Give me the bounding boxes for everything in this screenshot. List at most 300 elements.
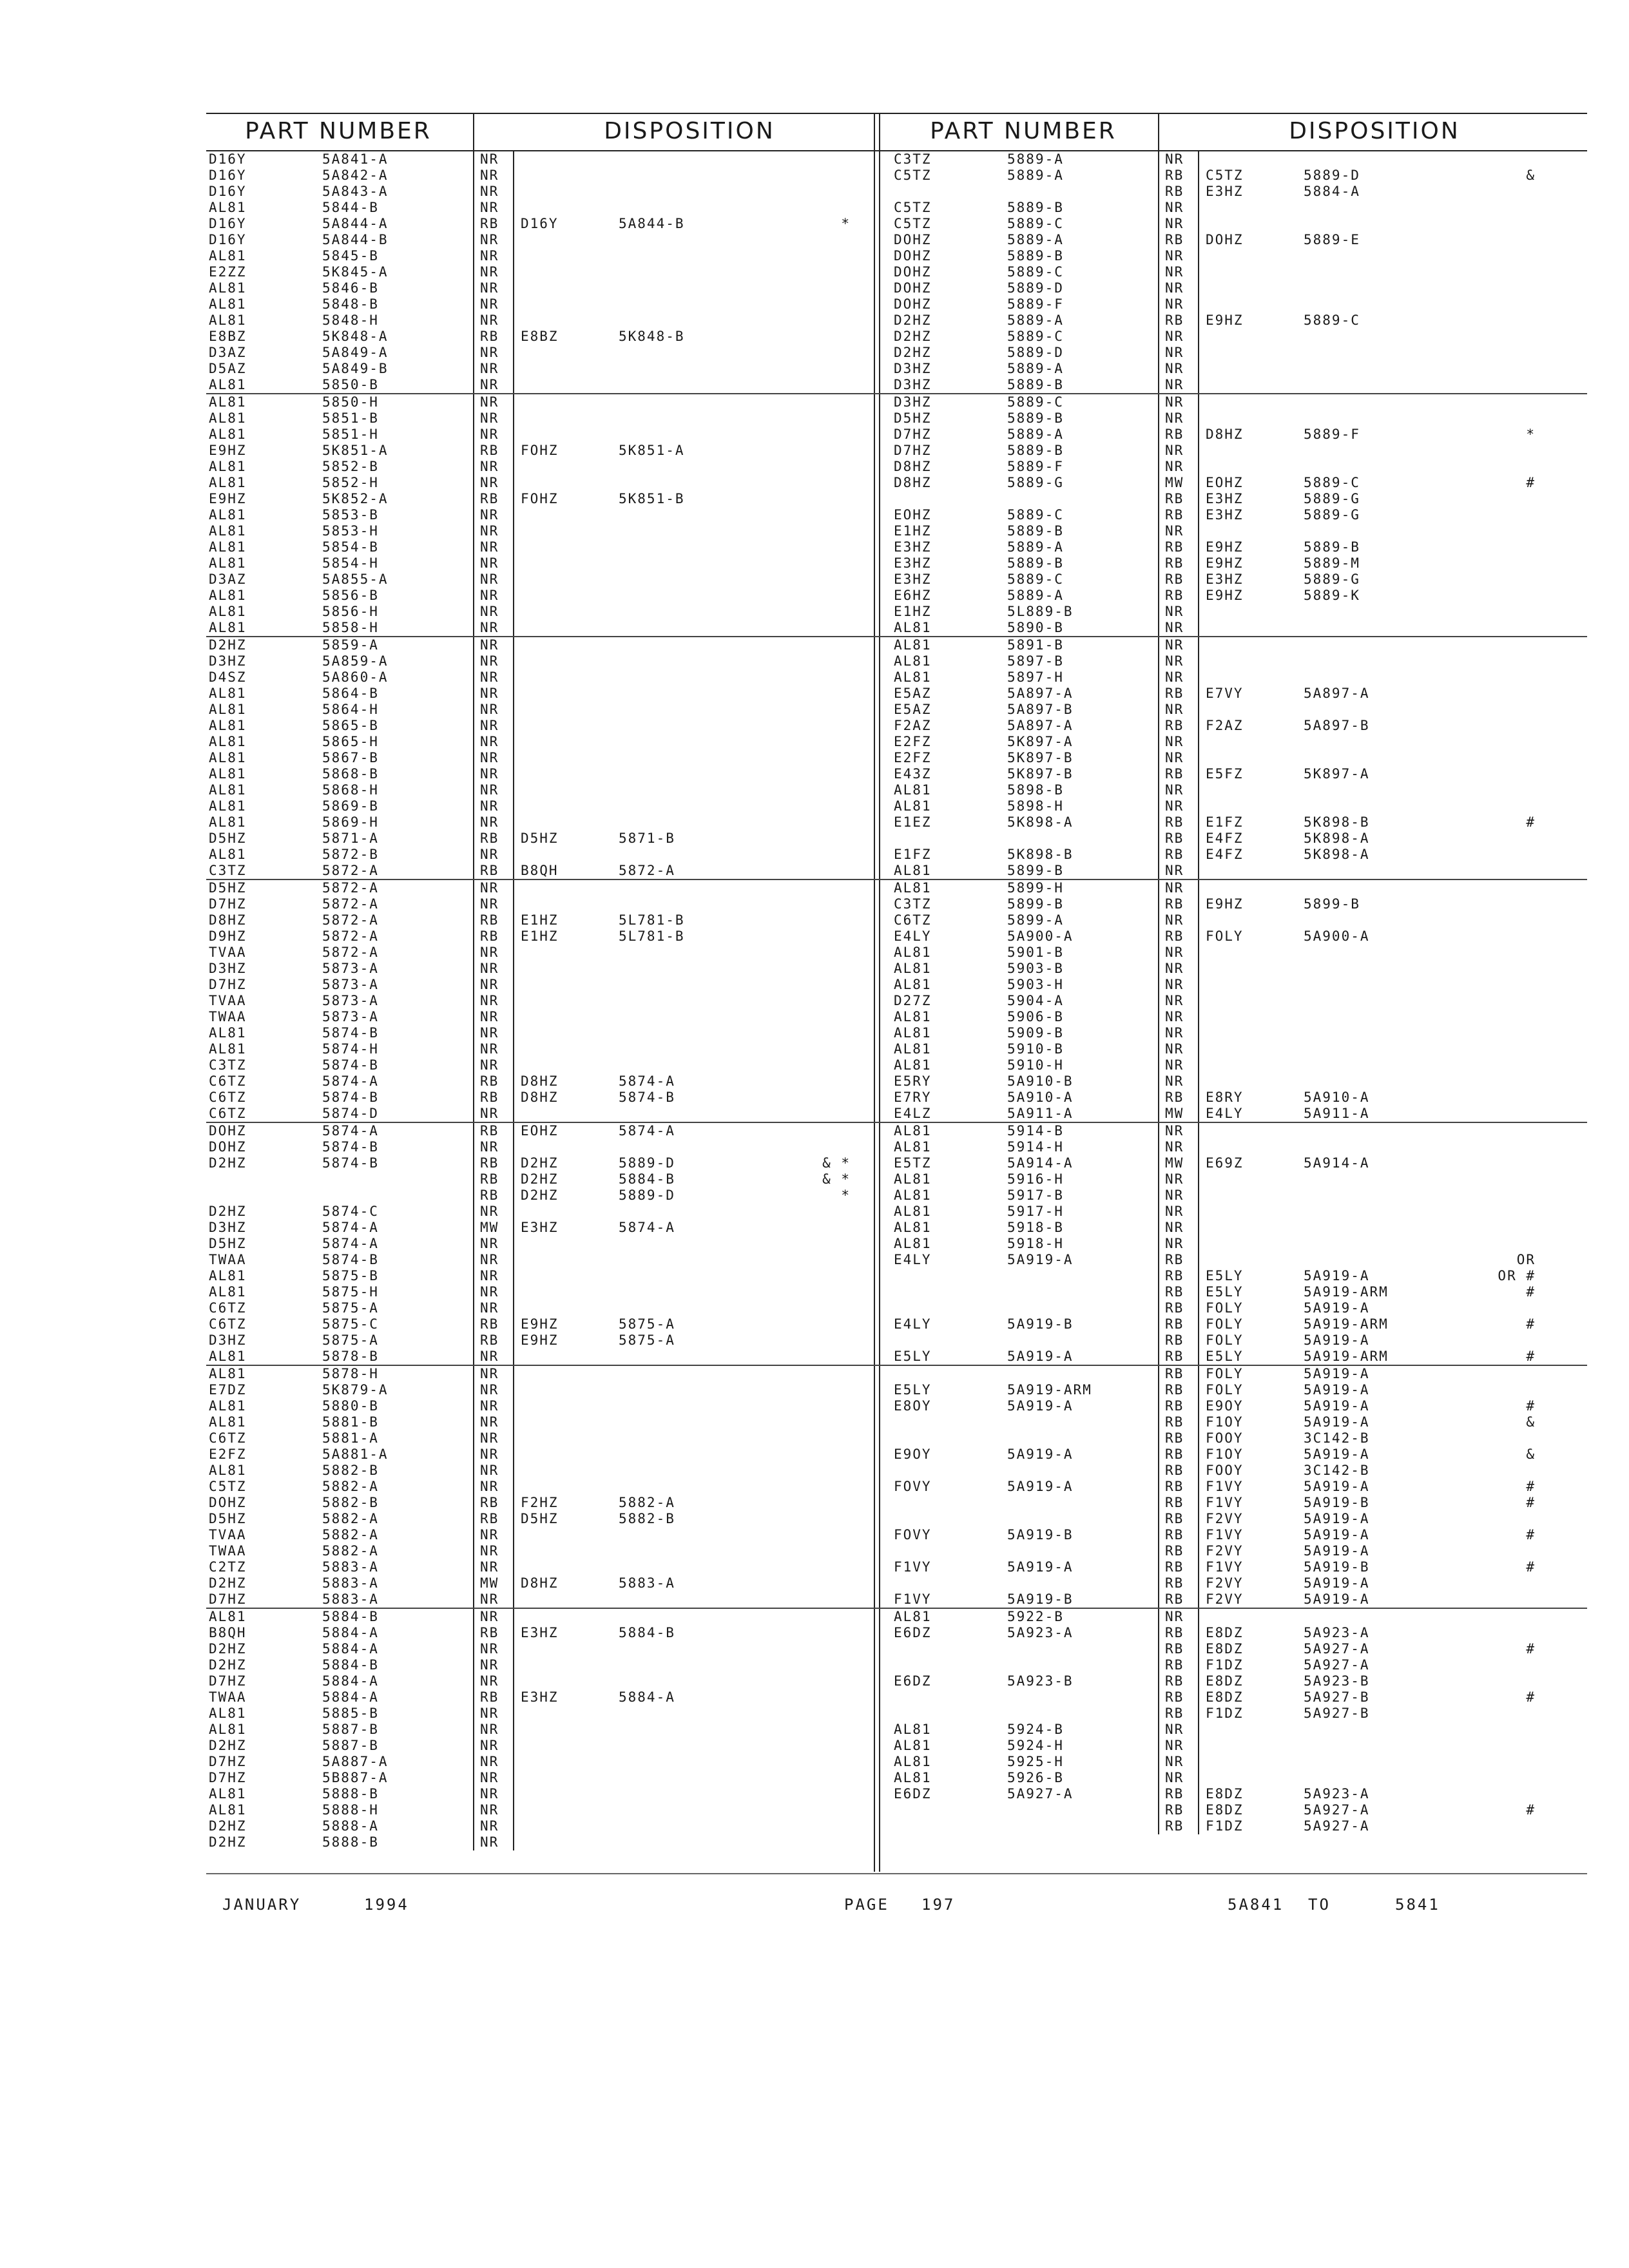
row-code: D2HZ xyxy=(209,1155,247,1171)
row-disposition: NR xyxy=(480,782,499,798)
row-disposition: NR xyxy=(1165,1041,1184,1057)
row-disposition: NR xyxy=(480,264,499,280)
footer-range-to: 5841 xyxy=(1395,1896,1440,1914)
table-row xyxy=(206,264,902,280)
row-flag: # xyxy=(1526,1284,1536,1300)
row-disposition: NR xyxy=(1165,410,1184,426)
row-replacement-code: EOHZ xyxy=(1206,475,1244,490)
row-disposition: NR xyxy=(1165,977,1184,992)
table-row xyxy=(206,1495,902,1511)
row-flag: # xyxy=(1526,1349,1536,1364)
row-disposition: RB xyxy=(1165,539,1184,555)
table-row xyxy=(891,604,1587,620)
row-replacement-code: E9HZ xyxy=(521,1332,559,1348)
row-disposition: NR xyxy=(1165,1609,1184,1624)
row-part-number: 5924-B xyxy=(1007,1722,1064,1737)
row-disposition: NR xyxy=(1165,1171,1184,1187)
row-replacement-part: 5K898-A xyxy=(1304,847,1370,862)
row-part-number: 5A919-B xyxy=(1007,1527,1074,1542)
row-disposition: NR xyxy=(480,1268,499,1283)
row-replacement-part: 5889-D xyxy=(1304,168,1360,183)
row-disposition: NR xyxy=(1165,880,1184,896)
row-replacement-part: 5874-B xyxy=(619,1090,675,1105)
row-code: D7HZ xyxy=(209,1591,247,1607)
row-replacement-part: 5889-B xyxy=(1304,539,1360,555)
row-disposition: RB xyxy=(1165,491,1184,506)
row-replacement-part: 5889-F xyxy=(1304,427,1360,442)
row-disposition: NR xyxy=(480,1543,499,1559)
table-row xyxy=(891,1106,1587,1123)
table-row xyxy=(206,1754,902,1770)
row-replacement-code: E9HZ xyxy=(1206,588,1244,603)
row-replacement-part: 5A919-ARM xyxy=(1304,1349,1389,1364)
row-code: AL81 xyxy=(894,1754,932,1769)
row-disposition: NR xyxy=(1165,669,1184,685)
row-code: TVAA xyxy=(209,993,247,1008)
row-disposition: RB xyxy=(1165,1300,1184,1316)
row-part-number: 5880-B xyxy=(322,1398,379,1414)
footer-range-from: 5A841 xyxy=(1228,1896,1284,1914)
row-replacement-code: FOLY xyxy=(1206,1332,1244,1348)
row-disposition: NR xyxy=(1165,1754,1184,1769)
row-part-number: 5884-B xyxy=(322,1657,379,1673)
row-code: E5TZ xyxy=(894,1155,932,1171)
row-part-number: 5874-A xyxy=(322,1123,379,1139)
row-replacement-code: E5LY xyxy=(1206,1349,1244,1364)
row-part-number: 5878-H xyxy=(322,1366,379,1381)
table-row xyxy=(206,1591,902,1609)
row-part-number: 5889-C xyxy=(1007,507,1064,523)
footer-date-month: JANUARY xyxy=(222,1896,302,1914)
table-row xyxy=(891,1463,1587,1479)
row-code: AL81 xyxy=(209,1366,247,1381)
row-code: C3TZ xyxy=(209,1057,247,1073)
row-part-number: 5899-B xyxy=(1007,896,1064,912)
row-part-number: 5A923-A xyxy=(1007,1625,1074,1640)
row-code: E8BZ xyxy=(209,329,247,344)
row-code: D7HZ xyxy=(209,1754,247,1769)
table-row xyxy=(891,1770,1587,1786)
row-disposition: NR xyxy=(480,1609,499,1624)
row-disposition: RB xyxy=(480,928,499,944)
row-part-number: 5A844-B xyxy=(322,232,389,247)
row-code: E1HZ xyxy=(894,604,932,619)
table-row xyxy=(891,863,1587,880)
row-part-number: 5K897-B xyxy=(1007,750,1074,765)
row-code: E1EZ xyxy=(894,814,932,830)
table-row xyxy=(206,1366,902,1382)
row-disposition: NR xyxy=(1165,945,1184,960)
row-replacement-part: 5889-M xyxy=(1304,555,1360,571)
row-code: AL81 xyxy=(209,1609,247,1624)
row-disposition: NR xyxy=(1165,782,1184,798)
row-replacement-part: 5A923-B xyxy=(1304,1673,1370,1689)
row-code: C2TZ xyxy=(209,1559,247,1575)
table-row xyxy=(891,1495,1587,1511)
row-part-number: 5899-B xyxy=(1007,863,1064,878)
row-disposition: RB xyxy=(480,1171,499,1187)
row-replacement-code: F2VY xyxy=(1206,1543,1244,1559)
row-code: D3HZ xyxy=(209,653,247,669)
row-code: C3TZ xyxy=(894,151,932,167)
row-disposition: RB xyxy=(1165,1575,1184,1591)
row-replacement-part: 5K851-A xyxy=(619,443,685,458)
row-replacement-part: 5K898-A xyxy=(1304,831,1370,846)
row-code: E2FZ xyxy=(894,734,932,749)
row-disposition: NR xyxy=(480,523,499,539)
table-row xyxy=(206,1641,902,1657)
row-code: D2HZ xyxy=(209,637,247,653)
row-code: AL81 xyxy=(894,1041,932,1057)
row-code: AL81 xyxy=(894,1139,932,1155)
row-replacement-part: 5872-A xyxy=(619,863,675,878)
row-disposition: MW xyxy=(1165,1155,1184,1171)
row-part-number: 5917-B xyxy=(1007,1187,1064,1203)
row-disposition: RB xyxy=(1165,1316,1184,1332)
row-disposition: NR xyxy=(1165,653,1184,669)
row-replacement-code: FOLY xyxy=(1206,1366,1244,1381)
table-row xyxy=(206,1090,902,1106)
row-code: D7HZ xyxy=(209,896,247,912)
row-disposition: RB xyxy=(1165,1543,1184,1559)
table-row xyxy=(206,977,902,993)
row-code: TWAA xyxy=(209,1009,247,1024)
row-disposition: NR xyxy=(480,1366,499,1381)
row-disposition: NR xyxy=(480,1657,499,1673)
table-row xyxy=(891,232,1587,248)
row-code: C6TZ xyxy=(209,1316,247,1332)
row-part-number: 5A844-A xyxy=(322,216,389,231)
row-part-number: 5889-A xyxy=(1007,312,1064,328)
table-row xyxy=(206,361,902,377)
row-disposition: RB xyxy=(480,831,499,846)
row-flag: & * xyxy=(822,1155,851,1171)
table-row xyxy=(206,928,902,945)
row-part-number: 5889-B xyxy=(1007,410,1064,426)
row-code: D3HZ xyxy=(209,961,247,976)
row-code: D16Y xyxy=(209,151,247,167)
row-replacement-part: 5L781-B xyxy=(619,912,685,928)
table-row xyxy=(206,1673,902,1689)
row-part-number: 5881-B xyxy=(322,1414,379,1430)
table-row xyxy=(891,686,1587,702)
table-row xyxy=(206,1057,902,1073)
row-code: D2HZ xyxy=(209,1834,247,1850)
row-replacement-code: FOLY xyxy=(1206,1382,1244,1398)
row-code: E5RY xyxy=(894,1073,932,1089)
row-code: C6TZ xyxy=(209,1430,247,1446)
row-flag: # xyxy=(1526,1316,1536,1332)
table-row xyxy=(206,604,902,620)
row-code: AL81 xyxy=(209,1041,247,1057)
row-flag: # xyxy=(1526,1398,1536,1414)
row-replacement-part: 5A919-A xyxy=(1304,1268,1370,1283)
row-code: C6TZ xyxy=(209,1073,247,1089)
row-part-number: 5914-H xyxy=(1007,1139,1064,1155)
row-code: AL81 xyxy=(209,523,247,539)
row-part-number: 5903-H xyxy=(1007,977,1064,992)
row-replacement-part: 5A927-A xyxy=(1304,1657,1370,1673)
row-part-number: 5871-A xyxy=(322,831,379,846)
row-part-number: 5875-H xyxy=(322,1284,379,1300)
table-row xyxy=(206,459,902,475)
row-replacement-code: D2HZ xyxy=(521,1171,559,1187)
table-row xyxy=(891,151,1587,168)
table-row xyxy=(891,928,1587,945)
row-flag: OR xyxy=(1516,1252,1536,1267)
row-replacement-code: D8HZ xyxy=(1206,427,1244,442)
row-disposition: NR xyxy=(1165,1236,1184,1251)
table-row xyxy=(206,961,902,977)
row-disposition: NR xyxy=(480,539,499,555)
row-part-number: 5845-B xyxy=(322,248,379,264)
row-replacement-code: E69Z xyxy=(1206,1155,1244,1171)
row-code: AL81 xyxy=(894,1609,932,1624)
row-replacement-part: 5A919-A xyxy=(1304,1382,1370,1398)
row-part-number: 5844-B xyxy=(322,200,379,215)
table-row xyxy=(206,718,902,734)
table-row xyxy=(891,280,1587,296)
row-part-number: 5874-C xyxy=(322,1204,379,1219)
row-replacement-code: E4FZ xyxy=(1206,847,1244,862)
row-part-number: 5A919-A xyxy=(1007,1252,1074,1267)
row-replacement-code: E1HZ xyxy=(521,928,559,944)
row-code: D3HZ xyxy=(209,1220,247,1235)
row-part-number: 5918-H xyxy=(1007,1236,1064,1251)
row-replacement-code: D2HZ xyxy=(521,1187,559,1203)
row-part-number: 5872-A xyxy=(322,863,379,878)
row-disposition: NR xyxy=(1165,264,1184,280)
row-part-number: 5882-B xyxy=(322,1495,379,1510)
row-code: AL81 xyxy=(209,1025,247,1041)
table-row xyxy=(206,1625,902,1641)
row-code: AL81 xyxy=(894,653,932,669)
row-code: D2HZ xyxy=(209,1204,247,1219)
row-part-number: 5890-B xyxy=(1007,620,1064,635)
row-part-number: 5868-B xyxy=(322,766,379,782)
row-replacement-part: 5A919-A xyxy=(1304,1511,1370,1526)
table-row xyxy=(891,1382,1587,1398)
row-replacement-code: B8QH xyxy=(521,863,559,878)
row-disposition: NR xyxy=(480,184,499,199)
row-code: E5LY xyxy=(894,1349,932,1364)
table-row xyxy=(891,620,1587,637)
table-row xyxy=(206,1609,902,1625)
row-part-number: 5853-B xyxy=(322,507,379,523)
row-replacement-part: 5A910-A xyxy=(1304,1090,1370,1105)
row-flag: & xyxy=(1526,1446,1536,1462)
row-code: C3TZ xyxy=(209,863,247,878)
table-row xyxy=(206,1479,902,1495)
row-part-number: 5858-H xyxy=(322,620,379,635)
row-part-number: 5873-A xyxy=(322,961,379,976)
row-part-number: 5K897-A xyxy=(1007,734,1074,749)
row-part-number: 5889-C xyxy=(1007,329,1064,344)
row-replacement-code: DOHZ xyxy=(1206,232,1244,247)
row-disposition: RB xyxy=(1165,1479,1184,1494)
row-disposition: RB xyxy=(1165,928,1184,944)
table-row xyxy=(891,1722,1587,1738)
row-disposition: NR xyxy=(480,798,499,814)
row-code: AL81 xyxy=(894,1187,932,1203)
row-disposition: NR xyxy=(1165,1123,1184,1139)
table-row xyxy=(891,296,1587,312)
row-code: AL81 xyxy=(209,604,247,619)
table-row xyxy=(891,766,1587,782)
table-row xyxy=(891,1316,1587,1332)
row-part-number: 5865-H xyxy=(322,734,379,749)
row-disposition: RB xyxy=(1165,1268,1184,1283)
row-disposition: RB xyxy=(1165,766,1184,782)
row-code: F1VY xyxy=(894,1559,932,1575)
table-row xyxy=(891,993,1587,1009)
table-row xyxy=(891,1673,1587,1689)
row-disposition: NR xyxy=(480,814,499,830)
row-code: EOHZ xyxy=(894,507,932,523)
row-replacement-part: 5A919-A xyxy=(1304,1591,1370,1607)
table-row xyxy=(891,459,1587,475)
row-part-number: 5910-B xyxy=(1007,1041,1064,1057)
row-replacement-part: 5889-G xyxy=(1304,491,1360,506)
row-disposition: NR xyxy=(1165,1770,1184,1785)
row-disposition: RB xyxy=(1165,1802,1184,1818)
row-part-number: 5856-B xyxy=(322,588,379,603)
table-row xyxy=(206,863,902,880)
row-disposition: MW xyxy=(480,1575,499,1591)
row-code: DOHZ xyxy=(894,248,932,264)
row-disposition: NR xyxy=(1165,394,1184,410)
row-part-number: 5889-B xyxy=(1007,443,1064,458)
row-disposition: NR xyxy=(480,1139,499,1155)
row-part-number: 5854-H xyxy=(322,555,379,571)
table-row xyxy=(891,1366,1587,1382)
row-part-number: 5884-A xyxy=(322,1641,379,1657)
row-replacement-part: 5A919-A xyxy=(1304,1446,1370,1462)
table-row xyxy=(206,620,902,637)
row-replacement-code: E4FZ xyxy=(1206,831,1244,846)
row-replacement-code: FOLY xyxy=(1206,1300,1244,1316)
row-flag: # xyxy=(1526,1527,1536,1542)
row-replacement-code: E1FZ xyxy=(1206,814,1244,830)
row-replacement-part: 5884-B xyxy=(619,1171,675,1187)
row-disposition: RB xyxy=(480,1332,499,1348)
row-flag: OR # xyxy=(1498,1268,1536,1283)
row-part-number: 5A841-A xyxy=(322,151,389,167)
row-replacement-part: 5K848-B xyxy=(619,329,685,344)
row-code: AL81 xyxy=(209,394,247,410)
row-disposition: RB xyxy=(480,1625,499,1640)
row-part-number: 5K848-A xyxy=(322,329,389,344)
row-part-number: 5874-A xyxy=(322,1073,379,1089)
row-replacement-code: E3HZ xyxy=(1206,507,1244,523)
table-row xyxy=(891,814,1587,831)
row-disposition: RB xyxy=(480,912,499,928)
row-part-number: 5A887-A xyxy=(322,1754,389,1769)
row-part-number: 5856-H xyxy=(322,604,379,619)
row-replacement-code: E8DZ xyxy=(1206,1802,1244,1818)
row-disposition: NR xyxy=(480,1673,499,1689)
row-code: D2HZ xyxy=(209,1657,247,1673)
table-row xyxy=(206,312,902,329)
row-code: AL81 xyxy=(894,1009,932,1024)
row-code: E9HZ xyxy=(209,443,247,458)
row-code: D7HZ xyxy=(209,977,247,992)
row-replacement-part: 5K897-A xyxy=(1304,766,1370,782)
row-disposition: NR xyxy=(480,394,499,410)
row-code: E1HZ xyxy=(894,523,932,539)
row-part-number: 5869-H xyxy=(322,814,379,830)
row-disposition: NR xyxy=(480,572,499,587)
row-disposition: NR xyxy=(480,1706,499,1721)
row-part-number: 5L889-B xyxy=(1007,604,1074,619)
table-row xyxy=(891,1252,1587,1268)
row-part-number: 5874-A xyxy=(322,1236,379,1251)
table-row xyxy=(891,507,1587,523)
row-replacement-code: D16Y xyxy=(521,216,559,231)
disposition-heading: DISPOSITION xyxy=(604,118,775,144)
bottom-rule xyxy=(206,1873,1587,1874)
row-disposition: RB xyxy=(480,443,499,458)
row-part-number: 5872-B xyxy=(322,847,379,862)
row-code: C5TZ xyxy=(894,216,932,231)
row-part-number: 5888-B xyxy=(322,1834,379,1850)
row-disposition: NR xyxy=(1165,459,1184,474)
row-replacement-part: 5889-C xyxy=(1304,475,1360,490)
row-part-number: 5924-H xyxy=(1007,1738,1064,1753)
table-row xyxy=(891,1802,1587,1818)
table-row xyxy=(891,880,1587,896)
row-part-number: 5889-B xyxy=(1007,555,1064,571)
table-row xyxy=(891,831,1587,847)
row-replacement-code: F1OY xyxy=(1206,1414,1244,1430)
table-row xyxy=(206,1220,902,1236)
row-disposition: RB xyxy=(1165,184,1184,199)
row-disposition: RB xyxy=(1165,1511,1184,1526)
row-replacement-code: E3HZ xyxy=(1206,184,1244,199)
table-row xyxy=(891,523,1587,539)
row-code: D3HZ xyxy=(894,361,932,376)
row-code: DOHZ xyxy=(209,1139,247,1155)
row-part-number: 5889-G xyxy=(1007,475,1064,490)
row-part-number: 5882-A xyxy=(322,1479,379,1494)
row-code: AL81 xyxy=(209,459,247,474)
table-row xyxy=(891,718,1587,734)
table-row xyxy=(891,572,1587,588)
row-disposition: RB xyxy=(480,1073,499,1089)
row-flag: & * xyxy=(822,1171,851,1187)
row-part-number: 5874-B xyxy=(322,1057,379,1073)
row-part-number: 5874-B xyxy=(322,1252,379,1267)
row-disposition: NR xyxy=(480,1754,499,1769)
row-disposition: NR xyxy=(480,1527,499,1542)
table-row xyxy=(891,1511,1587,1527)
table-row xyxy=(206,216,902,232)
table-row xyxy=(206,1818,902,1834)
table-row xyxy=(206,572,902,588)
row-replacement-part: 5889-E xyxy=(1304,232,1360,247)
row-replacement-part: 5A919-A xyxy=(1304,1300,1370,1316)
row-replacement-part: 5A919-A xyxy=(1304,1366,1370,1381)
table-row xyxy=(891,248,1587,264)
row-replacement-code: E4LY xyxy=(1206,1106,1244,1121)
row-disposition: RB xyxy=(1165,1818,1184,1834)
table-row xyxy=(891,912,1587,928)
row-part-number: 5878-B xyxy=(322,1349,379,1364)
row-flag: # xyxy=(1526,1689,1536,1705)
row-replacement-part: 5A897-A xyxy=(1304,686,1370,701)
row-code: AL81 xyxy=(209,475,247,490)
row-replacement-code: E9HZ xyxy=(1206,555,1244,571)
